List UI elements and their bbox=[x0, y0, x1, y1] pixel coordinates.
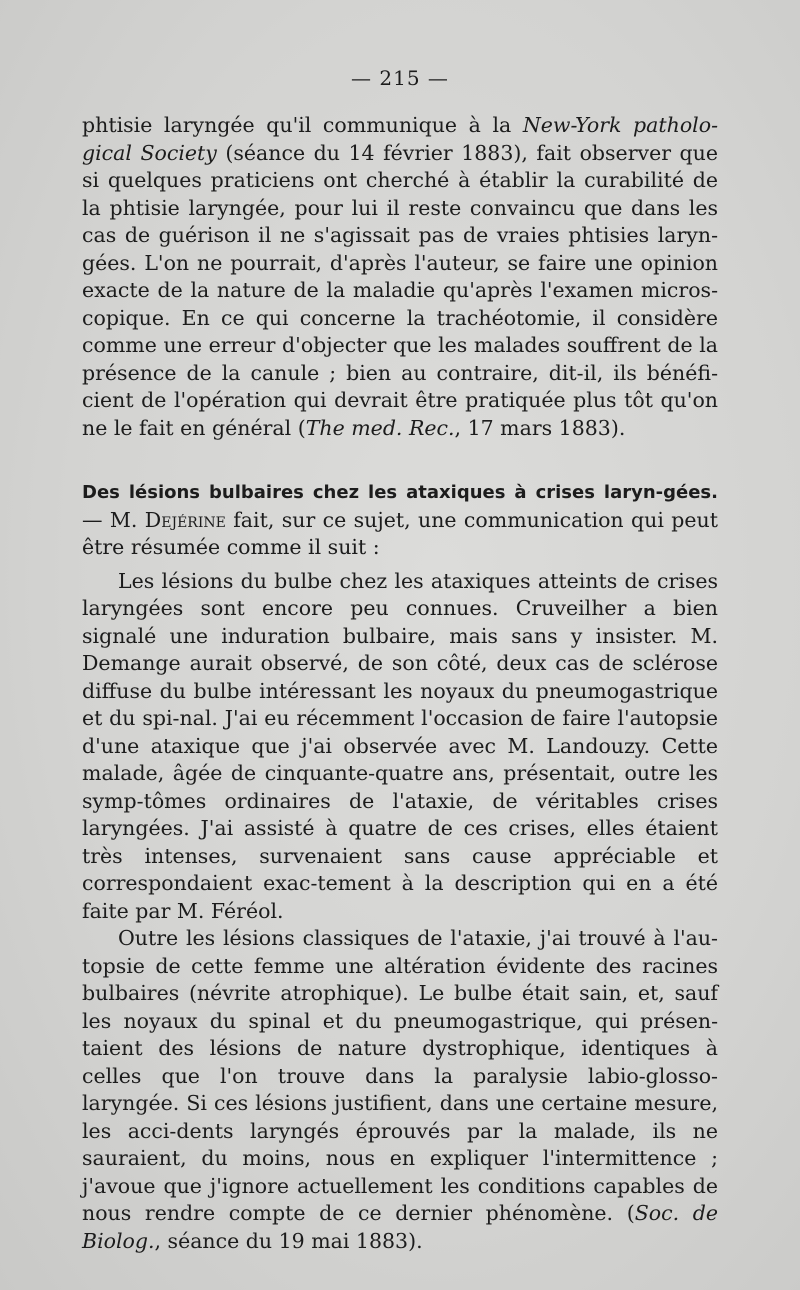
text-run: , séance du 19 mai 1883). bbox=[154, 1228, 423, 1253]
continued-paragraph bbox=[82, 112, 718, 442]
section-intro bbox=[82, 478, 718, 562]
text-run: fait, sur ce sujet, une communication qui peut être résumée comme il suit : bbox=[82, 507, 718, 559]
paragraph bbox=[82, 112, 718, 442]
author-name: Dejérine bbox=[144, 507, 226, 532]
text-run: Outre les lésions classiques de l'ataxie, j'ai trouvé à l'au-topsie de cette femme une altération évidente des racines bulbaires (névrite atrophique). Le bulbe était sain, et, sauf les noyaux du spinal et du pneumogastrique, qui présen-taient des lésions de nature dystrophique, identiques à celles que l'on trouve dans la paralysie labio-glosso-laryngée. Si ces lésions justifient, dans une certaine mesure, les acci-dents laryngés éprouvés par la malade, ils ne sauraient, du moins, nous en expliquer l'intermittence ; j'avoue que j'ignore actuellement les conditions capables de nous rendre compte de ce dernier phénomène. ( bbox=[82, 926, 718, 1225]
text-run: (séance du 14 février 1883), fait observer que si quelques praticiens ont cherché à établir la curabilité de la phtisie laryngée, pour lui il reste convaincu que dans les cas de guérison il ne s'agissait pas de vraies phtisies laryn-gées. L'on ne pourrait, d'après l'auteur, se faire une opinion exacte de la nature de la maladie qu'après l'examen micros-copique. En ce qui concerne la trachéotomie, il considère comme une erreur d'objecter que les malades souffrent de la présence de la canule ; bien au contraire, dit-il, ils bénéfi-cient de l'opération qui devrait être pratiquée plus tôt qu'on ne le fait en général ( bbox=[82, 140, 718, 440]
section-heading: Des lésions bulbaires chez les ataxiques à crises laryn-gées. bbox=[82, 482, 718, 503]
journal-title: Soc. de Biolog. bbox=[82, 1201, 718, 1253]
paragraph: Les lésions du bulbe chez les ataxiques atteints de crises laryngées sont encore peu connues. Cruveilher a bien signalé une induration bulbaire, mais sans y insister. M. Demange aurait observé, de son côté, deux cas de sclérose diffuse du bulbe intéressant les noyaux du pneumogastrique et du spi-nal. J'ai eu récemment l'occasion de faire l'autopsie d'une ataxique que j'ai observée avec M. Landouzy. Cette malade, âgée de cinquante-quatre ans, présentait, outre les symp-tômes ordinaires de l'ataxie, de véritables crises laryngées. J'ai assisté à quatre de ces crises, elles étaient très intenses, survenaient sans cause appréciable et correspondaient exac-tement à la description qui en a été faite par M. Féréol. bbox=[82, 568, 718, 923]
text-run: — M. bbox=[82, 507, 145, 532]
journal-title: New-York patholo-gical Society bbox=[82, 113, 718, 165]
text-run: , 17 mars 1883). bbox=[454, 415, 626, 440]
journal-title: The med. Rec. bbox=[305, 415, 455, 440]
paragraph bbox=[82, 925, 718, 1255]
text-run: phtisie laryngée qu'il communique à la bbox=[82, 113, 523, 137]
page-number: — 215 — bbox=[351, 66, 449, 90]
section bbox=[82, 478, 718, 1255]
